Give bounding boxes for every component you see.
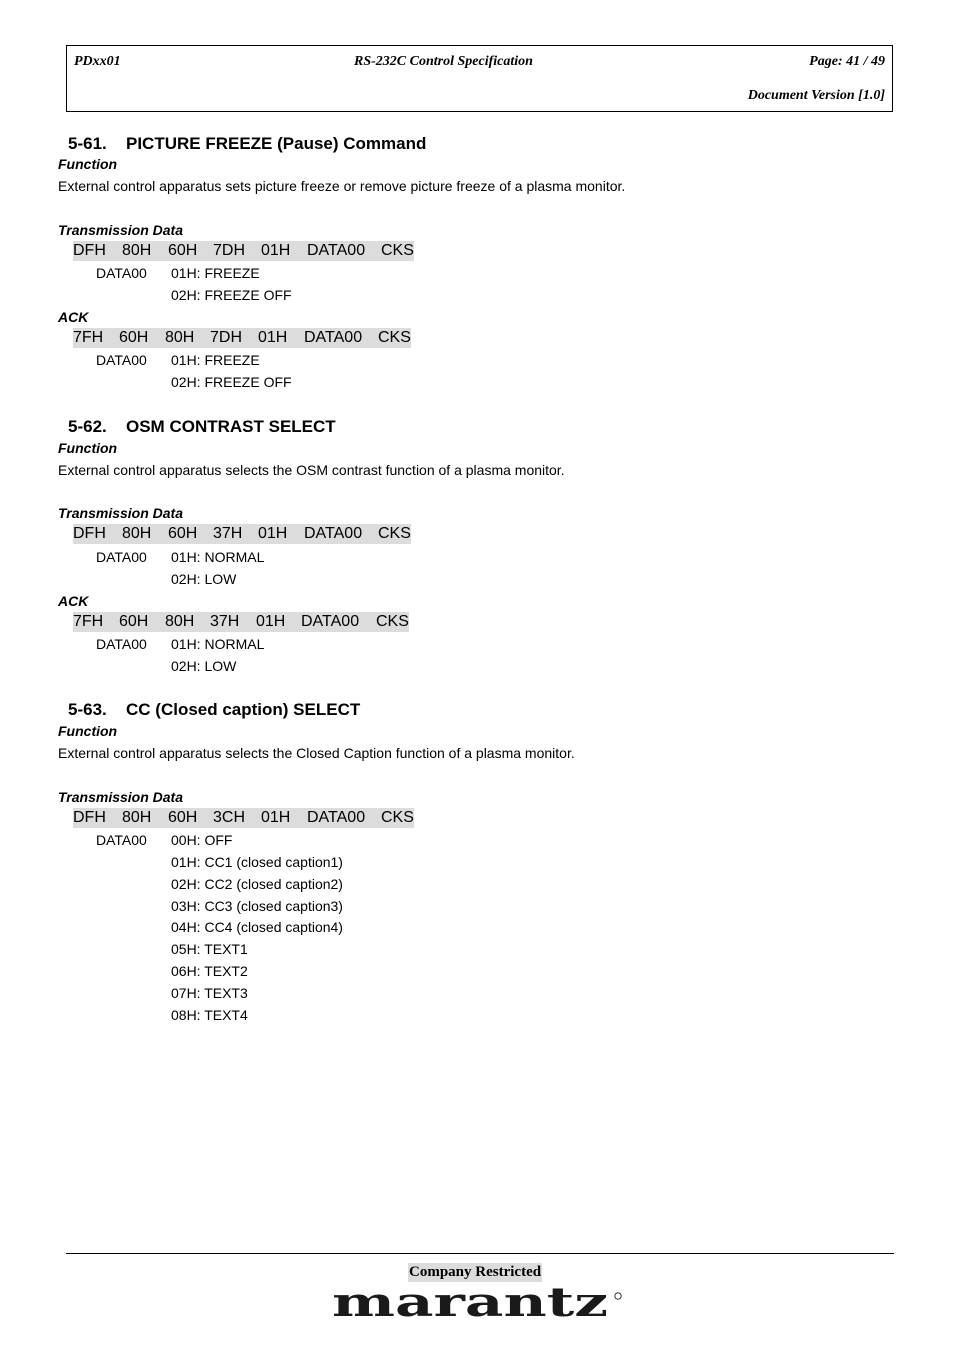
function-label: Function xyxy=(58,723,118,739)
byte-cell: 37H xyxy=(210,613,240,630)
section-number: 5-61. xyxy=(68,134,107,153)
transmission-data-label: Transmission Data xyxy=(58,789,184,805)
byte-cell: 3CH xyxy=(213,809,246,826)
function-label: Function xyxy=(58,156,118,172)
byte-cell: 7FH xyxy=(73,329,104,346)
data-field-label: DATA00 xyxy=(96,352,147,368)
header-version: Document Version [1.0] xyxy=(747,88,885,103)
data-value: 01H: CC1 (closed caption1) xyxy=(171,854,343,870)
data-value: 01H: FREEZE xyxy=(171,265,260,281)
byte-cell: CKS xyxy=(381,242,414,259)
byte-cell: CKS xyxy=(376,613,409,630)
byte-cell: 80H xyxy=(122,809,152,826)
byte-cell: CKS xyxy=(378,329,411,346)
section-title xyxy=(68,700,360,720)
byte-cell: CKS xyxy=(378,525,411,542)
byte-cell: 7DH xyxy=(213,242,246,259)
header-model: PDxx01 xyxy=(74,54,121,69)
function-description: External control apparatus sets picture freeze or remove picture freeze of a plasma monitor. xyxy=(58,178,626,194)
byte-cell: 01H xyxy=(256,613,286,630)
data-value: 06H: TEXT2 xyxy=(171,963,248,979)
data-value: 01H: NORMAL xyxy=(171,636,265,652)
footer-divider xyxy=(66,1253,894,1254)
logo-wordmark: marantz xyxy=(332,1284,608,1324)
data-value: 02H: CC2 (closed caption2) xyxy=(171,876,343,892)
data-value: 02H: LOW xyxy=(171,658,237,674)
header-page-number: Page: 41 / 49 xyxy=(809,54,885,69)
company-restricted-label: Company Restricted xyxy=(409,1264,542,1280)
byte-cell: 01H xyxy=(258,525,288,542)
section-number: 5-62. xyxy=(68,417,107,436)
byte-cell: 60H xyxy=(119,613,149,630)
byte-cell: DFH xyxy=(73,525,106,542)
data-field-label: DATA00 xyxy=(96,636,147,652)
ack-bytes xyxy=(73,612,409,632)
registered-mark-icon xyxy=(615,1293,621,1299)
byte-cell: 80H xyxy=(165,613,195,630)
transmission-bytes xyxy=(73,524,411,544)
data-value: 04H: CC4 (closed caption4) xyxy=(171,919,343,935)
byte-cell: 01H xyxy=(261,809,291,826)
data-value: 02H: LOW xyxy=(171,571,237,587)
byte-cell: 80H xyxy=(122,525,152,542)
byte-cell: 7DH xyxy=(210,329,243,346)
data-field-label: DATA00 xyxy=(96,549,147,565)
section-title xyxy=(68,134,426,154)
byte-cell: 80H xyxy=(122,242,152,259)
marantz-logo xyxy=(332,1284,624,1324)
ack-label: ACK xyxy=(58,593,89,609)
section-heading: OSM CONTRAST SELECT xyxy=(126,417,336,436)
data-value: 00H: OFF xyxy=(171,832,233,848)
data-value: 08H: TEXT4 xyxy=(171,1007,248,1023)
byte-cell: 60H xyxy=(119,329,149,346)
data-value: 01H: FREEZE xyxy=(171,352,260,368)
byte-cell: DATA00 xyxy=(307,809,366,826)
data-field-label: DATA00 xyxy=(96,265,147,281)
byte-cell: 60H xyxy=(168,809,198,826)
data-value: 07H: TEXT3 xyxy=(171,985,248,1001)
function-label: Function xyxy=(58,440,118,456)
data-value: 01H: NORMAL xyxy=(171,549,265,565)
transmission-data-label: Transmission Data xyxy=(58,505,184,521)
byte-cell: 80H xyxy=(165,329,195,346)
byte-cell: 60H xyxy=(168,242,198,259)
byte-cell: DATA00 xyxy=(307,242,366,259)
data-value: 02H: FREEZE OFF xyxy=(171,287,292,303)
ack-label: ACK xyxy=(58,309,89,325)
byte-cell: 01H xyxy=(261,242,291,259)
data-value: 03H: CC3 (closed caption3) xyxy=(171,898,343,914)
data-value: 05H: TEXT1 xyxy=(171,941,248,957)
byte-cell: 7FH xyxy=(73,613,104,630)
byte-cell: DFH xyxy=(73,242,106,259)
byte-cell: DATA00 xyxy=(301,613,360,630)
section-heading: CC (Closed caption) SELECT xyxy=(126,700,361,719)
byte-cell: DFH xyxy=(73,809,106,826)
section-heading: PICTURE FREEZE (Pause) Command xyxy=(126,134,427,153)
section-title xyxy=(68,417,336,437)
transmission-bytes xyxy=(73,241,414,261)
byte-cell: DATA00 xyxy=(304,329,363,346)
transmission-bytes xyxy=(73,808,414,828)
byte-cell: CKS xyxy=(381,809,414,826)
page-header xyxy=(66,45,893,112)
header-doc-title: RS-232C Control Specification xyxy=(354,54,533,69)
byte-cell: DATA00 xyxy=(304,525,363,542)
function-description: External control apparatus selects the Closed Caption function of a plasma monitor. xyxy=(58,745,575,761)
function-description: External control apparatus selects the OSM contrast function of a plasma monitor. xyxy=(58,462,565,478)
ack-bytes xyxy=(73,328,411,348)
byte-cell: 60H xyxy=(168,525,198,542)
data-value: 02H: FREEZE OFF xyxy=(171,374,292,390)
data-field-label: DATA00 xyxy=(96,832,147,848)
section-number: 5-63. xyxy=(68,700,107,719)
byte-cell: 01H xyxy=(258,329,288,346)
byte-cell: 37H xyxy=(213,525,243,542)
transmission-data-label: Transmission Data xyxy=(58,222,184,238)
